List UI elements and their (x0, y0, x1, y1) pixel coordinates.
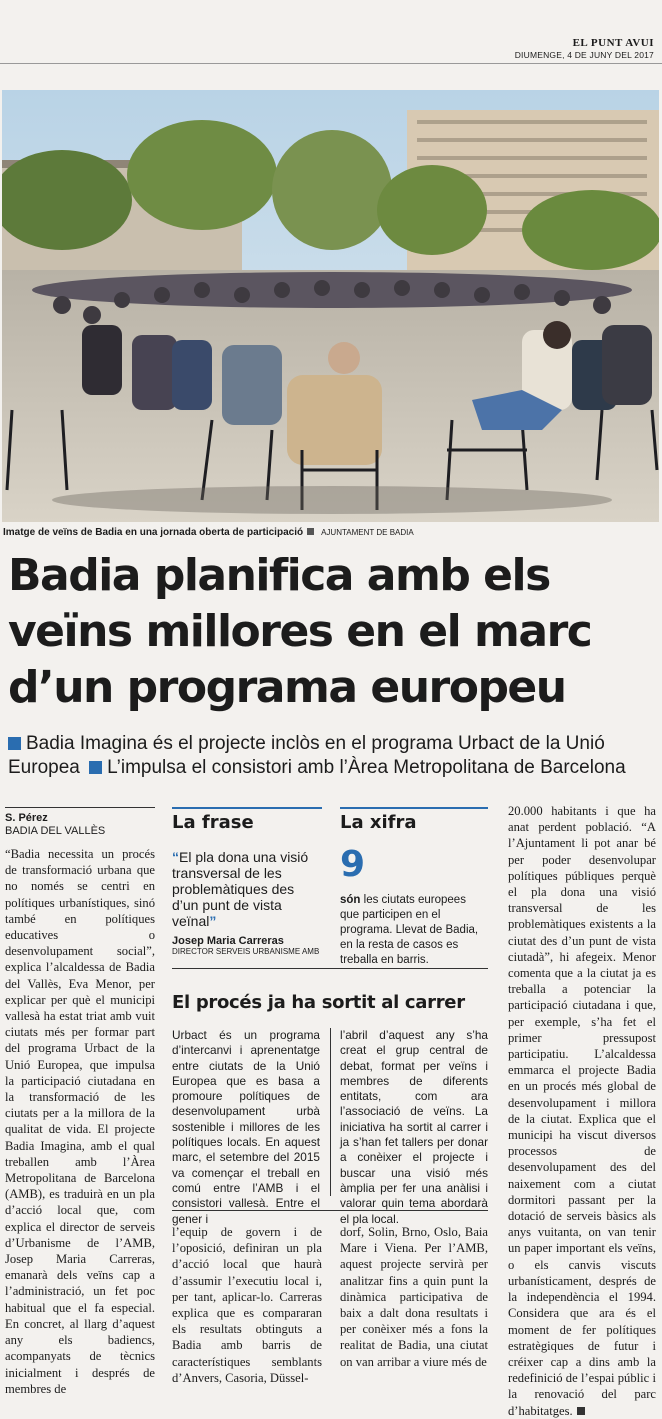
column-2-text: l’equip de govern i de l’oposició, definiran un pla d’acció local que haurà d’assumir l’executiu local i, per tant, aplicar-lo. Carreras explica que es compararan els resultats obtinguts a Badia amb barris de característiques semblants d’Anvers, Casoria, Düssel- (172, 1225, 322, 1385)
photo-credit: AJUNTAMENT DE BADIA (321, 528, 414, 537)
article-photo (2, 90, 659, 522)
frase-quote (172, 849, 324, 929)
headline-line: Badia planifica amb els (8, 550, 550, 601)
author-name: S. Pérez (5, 812, 48, 824)
photo-caption (3, 527, 414, 538)
article-subhead (8, 732, 658, 780)
caption-text: Imatge de veïns de Badia en una jornada oberta de participació (3, 527, 304, 538)
headline-line: veïns millores en el marc (8, 606, 592, 657)
proces-divider (330, 1028, 331, 1196)
masthead (515, 38, 654, 60)
article-column-1 (5, 846, 155, 1397)
frase-heading: La frase (172, 812, 254, 833)
article-column-3 (340, 1224, 488, 1370)
frase-author: Josep Maria Carreras (172, 935, 284, 947)
close-quote-icon: ” (209, 913, 217, 929)
subhead-2: L’impulsa el consistori amb l’Àrea Metropolitana de Barcelona (107, 757, 626, 778)
headline-line: d’un programa europeu (8, 662, 566, 713)
end-mark-icon (577, 1407, 585, 1415)
article-headline (8, 548, 658, 716)
bullet-square-icon (89, 761, 102, 774)
proces-bottom-rule (172, 1210, 488, 1211)
xifra-heading: La xifra (340, 812, 417, 833)
xifra-text-body: les ciutats europees que participen en el programa. Llevat de Badia, en la resta de casos es treballa en barris. (340, 894, 479, 966)
article-column-2 (172, 1224, 322, 1386)
column-1-text: “Badia necessita un procés de transformació urbana que no només se centri en polítiques urbanístiques, sinó també en polítiques educatives o desenvolupament social”, explica l’alcaldessa de Badia del Vallès, Eva Menor, per explicar per què el municipi vallesà ha estat triat amb vuit ciutats més per formar part del programa Urbact de la Unió Europea, que impulsa la participació ciutadana en la transformació de les ciutats per a la millora de la qualitat de vida. El projecte Badia Imagina, amb el qual treballen amb l’Àrea Metropolitana de Barcelona (AMB), es traduirà en un pla d’acció local que, com explica el director de serveis d’Urbanisme de l’AMB, Josep Maria Carreras, emanarà dels veïns cap a l’administració, un fet poc habitual que el fa especial. En concret, al llarg d’aquest any els badiencs, acompanyats de tècnics inicialment i després de membres de (5, 847, 155, 1396)
article-column-4 (508, 803, 656, 1419)
proces-column-2: l’abril d’aquest any s’ha creat el grup central de debat, format per veïns i membres de diferents entitats, com ara l’associació de veïns. La iniciativa ha sortit al carrer i ja s’han fet tallers per donar a conèixer el projecte i buscar una visió més àmplia per fer una anàlisi i valorar quin tema abordarà el pla local. (340, 1028, 488, 1226)
frase-rule (172, 807, 322, 809)
column-4-text: 20.000 habitants i que ha anat perdent població. “A l’Ajuntament li pot anar bé per poder desenvolupar polítiques públiques perquè el pla dona una visió transversal de les problemàtiques existents a la ciutat des d’un punt de vista ciutadà”, hi afegeix. Menor comenta que a la ciutat ja es treballa a potenciar la participació ciutadana i que, per exemple, s’ha fet el primer pressupost participatiu. L’alcaldessa emmarca el projecte Badia en un procés més global de desenvolupament i millora de la ciutat. Explica que el municipi ha viscut diversos processos de desenvolupament des del naixement com a ciutat dormitori passant per la dotació de serveis bàsics als anys vuitanta, on van tenir un paper important els veïns, o els canvis viscuts urbanísticament, després de la independència el 1994. Considera que ara és el moment de fer polítiques estratègiques de futur i créixer cap a dins amb la redefinició de l’espai públic i la renovació del parc d’habitatges. (508, 804, 656, 1418)
dateline: BADIA DEL VALLÈS (5, 825, 106, 837)
proces-column-1: Urbact és un programa d’intercanvi i aprenentatge entre ciutats de la Unió Europea que es basa a promoure polítiques de desenvolupament urbà sostenible i millores de les polítiques locals. En aquest marc, el setembre del 2015 va començar el treball en comú entre l’AMB i el consistori vallesà. Entre el gener i (172, 1028, 320, 1226)
subhead-1: Badia Imagina és el projecte inclòs en el programa Urbact de la Unió Europea (8, 733, 605, 778)
xifra-number: 9 (340, 844, 366, 885)
separator-square-icon (307, 528, 314, 535)
column-3-text: dorf, Solin, Brno, Oslo, Baia Mare i Viena. Per l’AMB, aquest projecte servirà per analitzar fins a quin punt la dinàmica participativa de baix a dalt dona resultats i per conèixer més a fons la realitat de Badia, una ciutat on van arribar a viure més de (340, 1225, 488, 1369)
masthead-divider (0, 63, 662, 64)
frase-box (172, 849, 324, 956)
frase-role: DIRECTOR SERVEIS URBANISME AMB (172, 947, 320, 956)
xifra-rule (340, 807, 488, 809)
crowd-photo-illustration (2, 90, 659, 522)
boxes-bottom-rule (172, 968, 488, 969)
byline-rule (5, 807, 155, 808)
byline (5, 812, 155, 838)
xifra-text-bold: són (340, 894, 361, 906)
bullet-square-icon (8, 737, 21, 750)
proces-heading: El procés ja ha sortit al carrer (172, 992, 465, 1013)
publication-date: DIUMENGE, 4 DE JUNY DEL 2017 (514, 50, 654, 60)
publication-name: EL PUNT AVUI (572, 37, 654, 49)
frase-quote-text: El pla dona una visió transversal de les problemàtiques des d’un punt de vista veïnal (172, 849, 309, 929)
xifra-text (340, 893, 488, 968)
open-quote-icon: “ (172, 849, 179, 865)
